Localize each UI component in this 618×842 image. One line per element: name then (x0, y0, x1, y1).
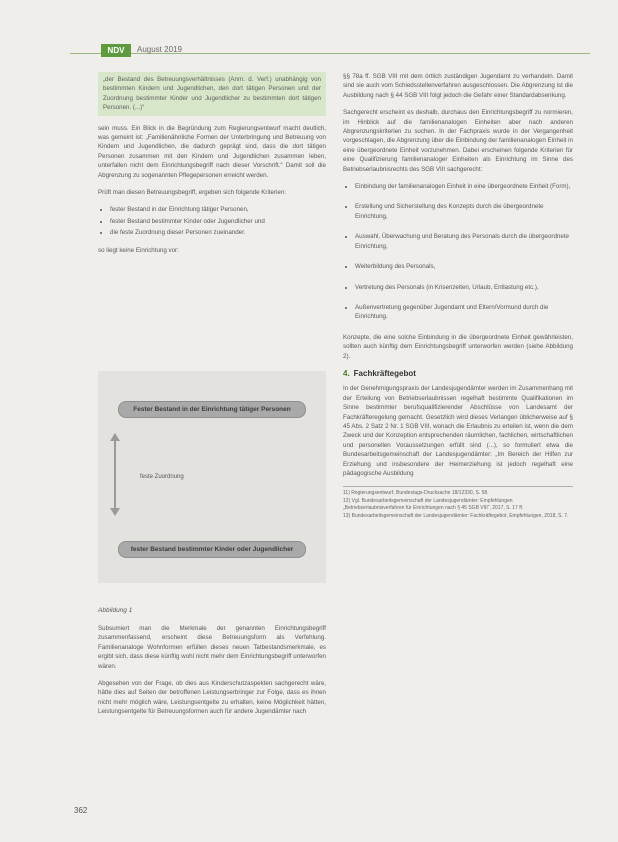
figure-top-pill: Fester Bestand in der Einrichtung tätiger Personen (118, 401, 306, 418)
left-paragraph-1: sein muss. Ein Blick in die Begründung zum Regierungsentwurf macht deutlich, was gemeint ist: „Familienähnliche Formen der Unterbringung und Betreuung von Kindern und Jugendlichen, die dadurch geprägt sind, dass die dort tätigen Personen zusammen mit den Kindern und Jugendlichen zusammen leben, unterfallen nicht dem Einrichtungsbegriff nach dieser Vorschrift.“ Damit soll die Abgrenzung zu sogenannten Pflegepersonen erreicht werden. (98, 124, 326, 179)
left-column-bottom (98, 624, 326, 725)
list-item: • Außenvertretung gegenüber Jugendamt und Eltern/Vormund durch die Einrichtung. (355, 303, 573, 322)
list-item: • fester Bestand in der Einrichtung tätiger Personen, (110, 205, 326, 214)
left-paragraph-3: so liegt keine Einrichtung vor: (98, 246, 179, 254)
list-item: • die feste Zuordnung dieser Personen zueinander. (110, 228, 326, 237)
section-heading (343, 369, 573, 378)
left-paragraph-5: Abgesehen von der Frage, ob dies aus Kinderschutzaspekten sachgerecht wäre, hätte dies auf Seiten der betroffenen Leistungserbringer zur Folge, dass es ihnen nicht mehr möglich wäre, Leistungsentgelte zu erhalten, keine Möglichkeit hätten, Leistungsentgelte für Betreuungsformen auch für andere Jugendämter nach (98, 680, 326, 716)
left-paragraph-2: Prüft man diesen Betreuungsbegriff, ergeben sich folgende Kriterien: (98, 189, 287, 197)
footnote: 12) Vgl. Bundesarbeitsgemeinschaft der Landesjugendämter: Empfehlungen „Betriebserlaubnisverfahren für Einrichtungen nach § 45 SGB VIII“, 2017, S. 17 ff. (343, 498, 524, 512)
footnote: 13) Bundesarbeitsgemeinschaft der Landesjugendämter: Fachkräftegebot, Empfehlungen, 2018, S. 7. (343, 513, 569, 520)
figure-bottom-pill: fester Bestand bestimmter Kinder oder Jugendlicher (118, 541, 306, 558)
right-paragraph-4: In der Genehmigungspraxis der Landesjugendämter werden im Zusammenhang mit der Erteilung von Betriebserlaubnissen regelhaft bestimmte Qualifikationen im Sinne bestimmter berufsqualifizierender Abschlüsse von Landesamt der Fachkräfteregelung gemacht. Gesetzlich wird dieses Verlangen üblicherweise auf § 45 Abs. 2 Satz 2 Nr. 1 SGB VIII, wonach die Erlaubnis zu erteilen ist, wenn die dem Zweck und der Konzeption entsprechenden räumlichen, fachlichen, wirtschaftlichen und personellen Voraussetzungen erfüllt sind (...), so formuliert etwa die Bundesarbeitsgemeinschaft der Landesjugendämter: „Im Bereich der Hilfen zur Erziehung und insbesondere der Heimerziehung ist jedoch regelhaft eine pädagogische Ausbildung (343, 385, 573, 477)
criteria-list (98, 205, 326, 237)
list-item: • Vertretung des Personals (in Krisenzeiten, Urlaub, Entlastung etc.), (355, 283, 573, 292)
list-item: • Weiterbildung des Personals, (355, 262, 573, 271)
section-number: 4. (343, 368, 350, 378)
footnotes (343, 486, 573, 520)
arrow-down-icon (110, 508, 120, 516)
figure-caption: Abbildung 1 (98, 607, 133, 614)
list-item: • Einbindung der familienanalogen Einheit in eine übergeordnete Einheit (Form), (355, 182, 573, 191)
list-item: • Auswahl, Überwachung und Beratung des Personals durch die übergeordnete Einrichtung, (355, 232, 573, 251)
criteria-list-right (343, 182, 573, 322)
right-paragraph-1: §§ 78a ff. SGB VIII mit dem örtlich zuständigen Jugendamt zu verhandeln. Damit sind sie auch vom Schiedsstellenverfahren ausgeschlossen. Die Abgrenzung ist die Ausbildung nach § 44 SGB VIII folgt jedoch die Gefahr einer Standardabsenkung. (343, 73, 573, 99)
left-column-top (98, 72, 326, 263)
right-paragraph-3: Konzepte, die eine solche Einbindung in die übergeordnete Einheit gewährleisten, sollten auch künftig dem Einrichtungsbegriff unterworfen werden (siehe Abbildung 2). (343, 333, 573, 360)
list-item: • fester Bestand bestimmter Kinder oder Jugendlicher und (110, 217, 326, 226)
right-column (343, 72, 573, 521)
section-title: Fachkräftegebot (353, 368, 416, 378)
journal-tag: NDV (101, 44, 131, 57)
page-number: 362 (74, 806, 88, 815)
list-item: • Erstellung und Sicherstellung des Konzepts durch die übergeordnete Einrichtung, (355, 202, 573, 221)
footnote: 11) Regierungsentwurf, Bundestags-Drucksache 18/12330, S. 58. (343, 490, 489, 497)
arrow-line (114, 440, 116, 510)
issue-date: August 2019 (137, 45, 182, 54)
quote-box: „der Bestand des Betreuungsverhältnisses (Anm. d. Verf.) unabhängig von bestimmten Kindern und Jugendlichen, den dort tätigen Personen und der Zuordnung bestimmter Kinder und Jugendlicher zu bestimmten dort tätigen Personen. (...)“ (98, 72, 326, 116)
left-paragraph-4: Subsumiert man die Merkmale der genannten Einrichtungsbegriff zusammenfassend, erscheint diese Betreuungsform als Verfehlung. Familienanaloge Wohnformen erfüllen dieses neuen Tatbestandsmerkmale, es ergibt sich, dass diese künftig wohl nicht mehr dem Einrichtungsbegriff unterworfen wären. (98, 625, 326, 670)
right-paragraph-2: Sachgerecht erscheint es deshalb, durchaus den Einrichtungsbegriff zu normieren, im Hinblick auf die familienanalogen Einheiten aber nach anderen Abgrenzungskriterien zu suchen. In der Fachpraxis wurde in der Vergangenheit vorgeschlagen, die Abgrenzung über die Einbindung der familienanalogen Einheit in eine übergeordnete Einheit vorzunehmen. Dabei erscheinen folgende Kriterien für eine Qualifizierung familienanaloger Einheiten als Einrichtung im Sinne des Betriebserlaubnisrechts des SGB VIII sachgerecht: (343, 109, 573, 173)
figure-mid-label: feste Zuordnung (140, 474, 184, 480)
figure-1 (98, 371, 326, 583)
